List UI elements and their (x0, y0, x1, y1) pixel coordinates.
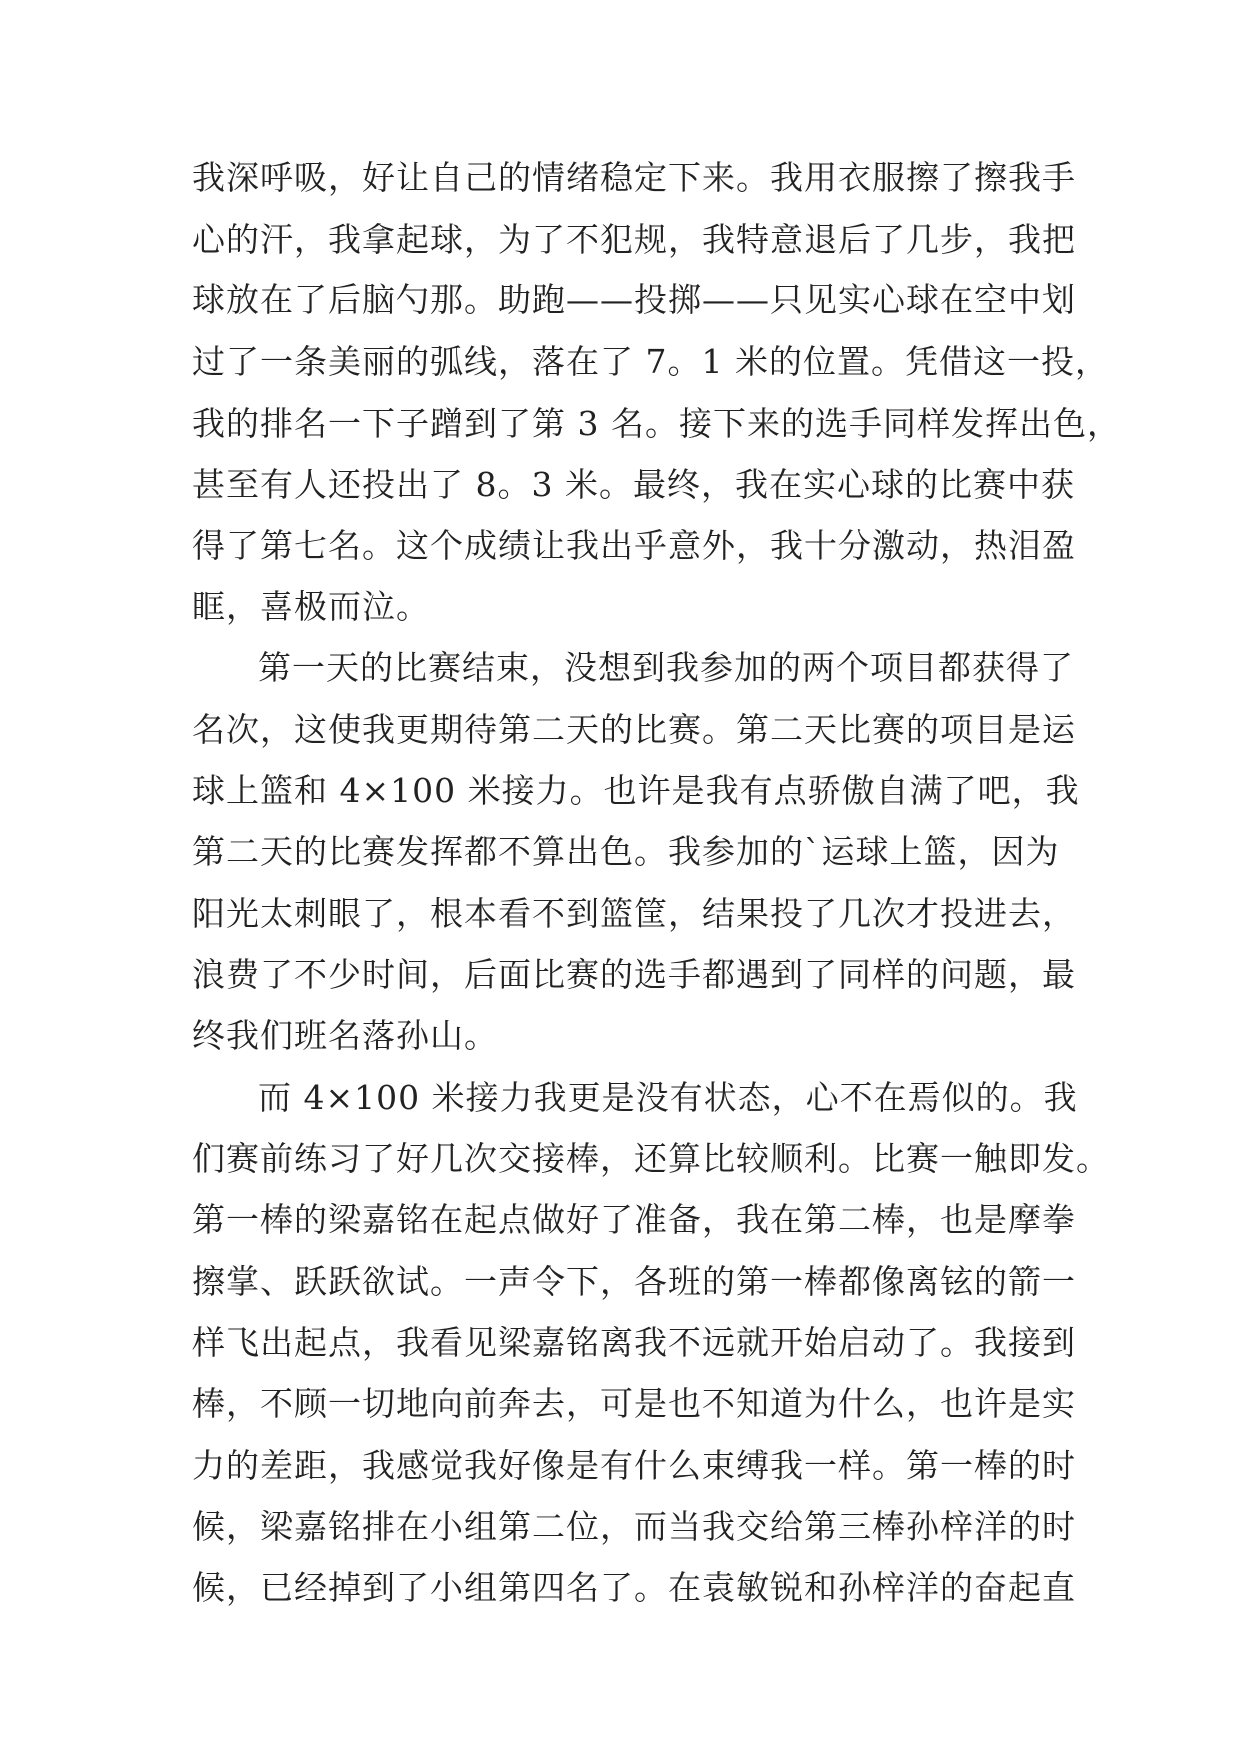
paragraph-first-line: 而 4×100 米接力我更是没有状态，心不在焉似的。我 (258, 1078, 1078, 1117)
text-line: 名次，这使我更期待第二天的比赛。第二天比赛的项目是运 (192, 710, 1076, 749)
text-line: 我的排名一下子蹭到了第 3 名。接下来的选手同样发挥出色， (192, 404, 1121, 443)
text-line: 心的汗，我拿起球，为了不犯规，我特意退后了几步，我把 (192, 220, 1076, 259)
text-line: 力的差距，我感觉我好像是有什么束缚我一样。第一棒的时 (192, 1446, 1076, 1485)
text-line: 甚至有人还投出了 8。3 米。最终，我在实心球的比赛中获 (192, 465, 1075, 504)
text-line: 样飞出起点，我看见梁嘉铭离我不远就开始启动了。我接到 (192, 1323, 1076, 1362)
text-line: 球放在了后脑勺那。助跑——投掷——只见实心球在空中划 (192, 280, 1076, 319)
text-line: 棒，不顾一切地向前奔去，可是也不知道为什么，也许是实 (192, 1384, 1076, 1423)
text-line: 我深呼吸，好让自己的情绪稳定下来。我用衣服擦了擦我手 (192, 158, 1076, 197)
text-line: 候，梁嘉铭排在小组第二位，而当我交给第三棒孙梓洋的时 (192, 1507, 1076, 1546)
text-line: 眶，喜极而泣。 (192, 587, 430, 626)
text-line: 终我们班名落孙山。 (192, 1016, 498, 1055)
text-line: 得了第七名。这个成绩让我出乎意外，我十分激动，热泪盈 (192, 526, 1076, 565)
text-line: 球上篮和 4×100 米接力。也许是我有点骄傲自满了吧，我 (192, 771, 1080, 810)
text-line: 第二天的比赛发挥都不算出色。我参加的`运球上篮，因为 (192, 832, 1060, 871)
text-line: 阳光太刺眼了，根本看不到篮筐，结果投了几次才投进去， (192, 894, 1076, 933)
text-line: 第一棒的梁嘉铭在起点做好了准备，我在第二棒，也是摩拳 (192, 1200, 1076, 1239)
text-line: 候，已经掉到了小组第四名了。在袁敏锐和孙梓洋的奋起直 (192, 1568, 1076, 1607)
text-line: 们赛前练习了好几次交接棒，还算比较顺利。比赛一触即发。 (192, 1139, 1110, 1178)
paragraph-first-line: 第一天的比赛结束，没想到我参加的两个项目都获得了 (258, 648, 1074, 687)
text-line: 浪费了不少时间，后面比赛的选手都遇到了同样的问题，最 (192, 955, 1076, 994)
text-line: 擦掌、跃跃欲试。一声令下，各班的第一棒都像离铉的箭一 (192, 1262, 1076, 1301)
text-line: 过了一条美丽的弧线，落在了 7。1 米的位置。凭借这一投， (192, 342, 1109, 381)
